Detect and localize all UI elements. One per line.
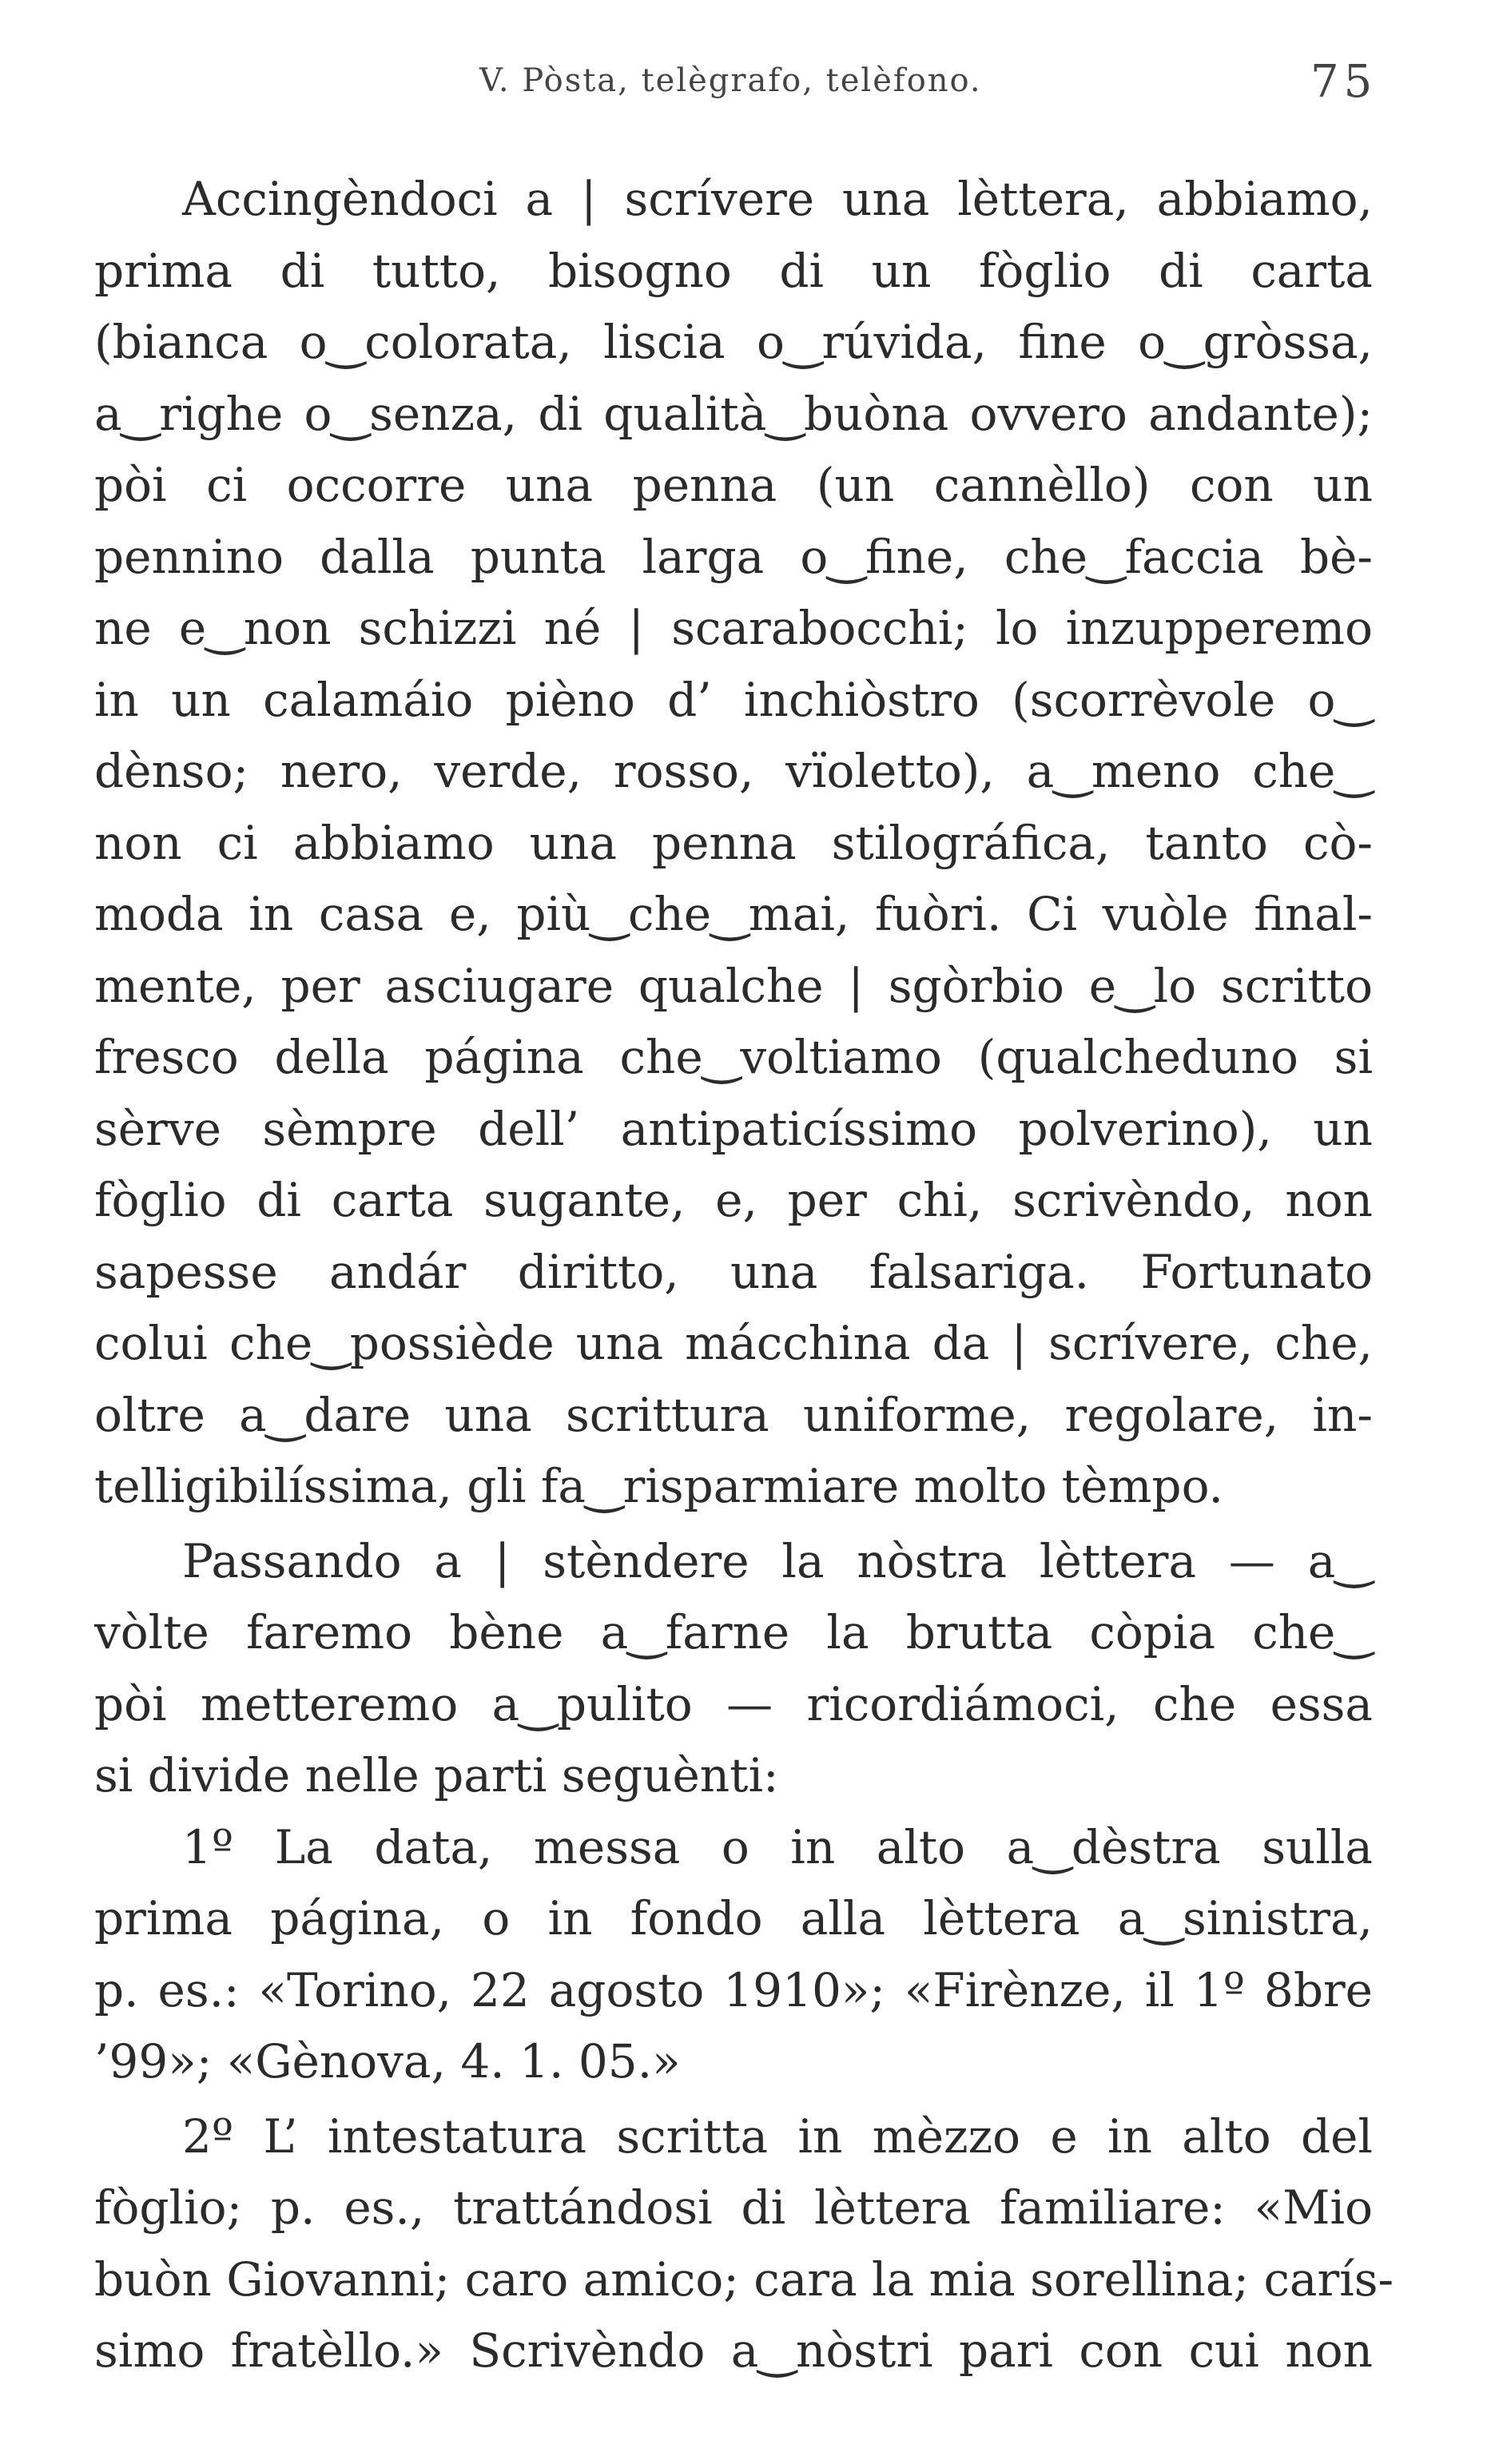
text-line: ne e‿non schizzi né | scarabocchi; lo inzupperemo <box>94 601 1373 655</box>
body-text <box>94 164 1394 2387</box>
text-line: simo fratèllo.» Scrivèndo a‿nòstri pari con cui non <box>94 2323 1373 2378</box>
text-line: mente, per asciugare qualche | sgòrbio e‿lo scritto <box>94 958 1373 1013</box>
text-line: fòglio; p. es., trattándosi di lèttera familiare: «Mio <box>94 2180 1373 2235</box>
text-line: p. es.: «Torino, 22 agosto 1910»; «Firènze, il 1º 8bre <box>94 1962 1373 2017</box>
text-line: in un calamáio pièno d’ inchiòstro (scorrèvole o‿ <box>94 672 1373 727</box>
text-line: si divide nelle parti seguènti: <box>94 1748 779 1802</box>
text-line: 1º La data, messa o in alto a‿dèstra sulla <box>182 1819 1373 1874</box>
text-line: ’99»; «Gènova, 4. 1. 05.» <box>94 2034 681 2088</box>
text-line: buòn Giovanni; caro amico; cara la mia sorellina; carís- <box>94 2251 1394 2307</box>
text-line: vòlte faremo bène a‿farne la brutta còpia che‿ <box>94 1605 1373 1659</box>
text-line: moda in casa e, più‿che‿mai, fuòri. Ci vuòle final- <box>94 887 1373 941</box>
text-line: sapesse andár diritto, una falsariga. Fortunato <box>94 1244 1373 1299</box>
text-line: telligibilíssima, gli fa‿risparmiare molto tèmpo. <box>94 1459 1223 1513</box>
text-line: 2º L’ intestatura scritta in mèzzo e in alto del <box>182 2108 1373 2164</box>
text-line: Passando a | stèndere la nòstra lèttera — a‿ <box>182 1533 1373 1588</box>
text-line: colui che‿possiède una mácchina da | scrívere, che, <box>94 1316 1373 1370</box>
text-line: fòglio di carta sugante, e, per chi, scrivèndo, non <box>94 1173 1373 1227</box>
text-line: a‿righe o‿senza, di qualità‿buòna ovvero andante); <box>94 386 1373 441</box>
text-line: pòi ci occorre una penna (un cannèllo) con un <box>94 458 1373 512</box>
text-line: Accingèndoci a | scrívere una lèttera, abbiamo, <box>182 172 1373 226</box>
text-line: pennino dalla punta larga o‿fine, che‿faccia bè- <box>94 529 1373 584</box>
text-line: fresco della página che‿voltiamo (qualcheduno si <box>94 1030 1373 1084</box>
page-number: 75 <box>1310 56 1378 108</box>
text-line: dènso; nero, verde, rosso, vïoletto), a‿meno che‿ <box>94 744 1373 798</box>
text-line: (bianca o‿colorata, liscia o‿rúvida, fine o‿gròssa, <box>94 315 1373 369</box>
text-line: prima di tutto, bisogno di un fòglio di carta <box>94 243 1373 298</box>
running-head: V. Pòsta, telègrafo, telèfono. <box>479 62 982 99</box>
text-line: oltre a‿dare una scrittura uniforme, regolare, in- <box>94 1387 1373 1442</box>
text-line: sèrve sèmpre dell’ antipaticíssimo polverino), un <box>94 1101 1373 1156</box>
text-line: non ci abbiamo una penna stilográfica, tanto cò- <box>94 815 1373 870</box>
text-line: prima página, o in fondo alla lèttera a‿sinistra, <box>94 1891 1373 1945</box>
text-line: pòi metteremo a‿pulito — ricordiámoci, che essa <box>94 1676 1373 1731</box>
